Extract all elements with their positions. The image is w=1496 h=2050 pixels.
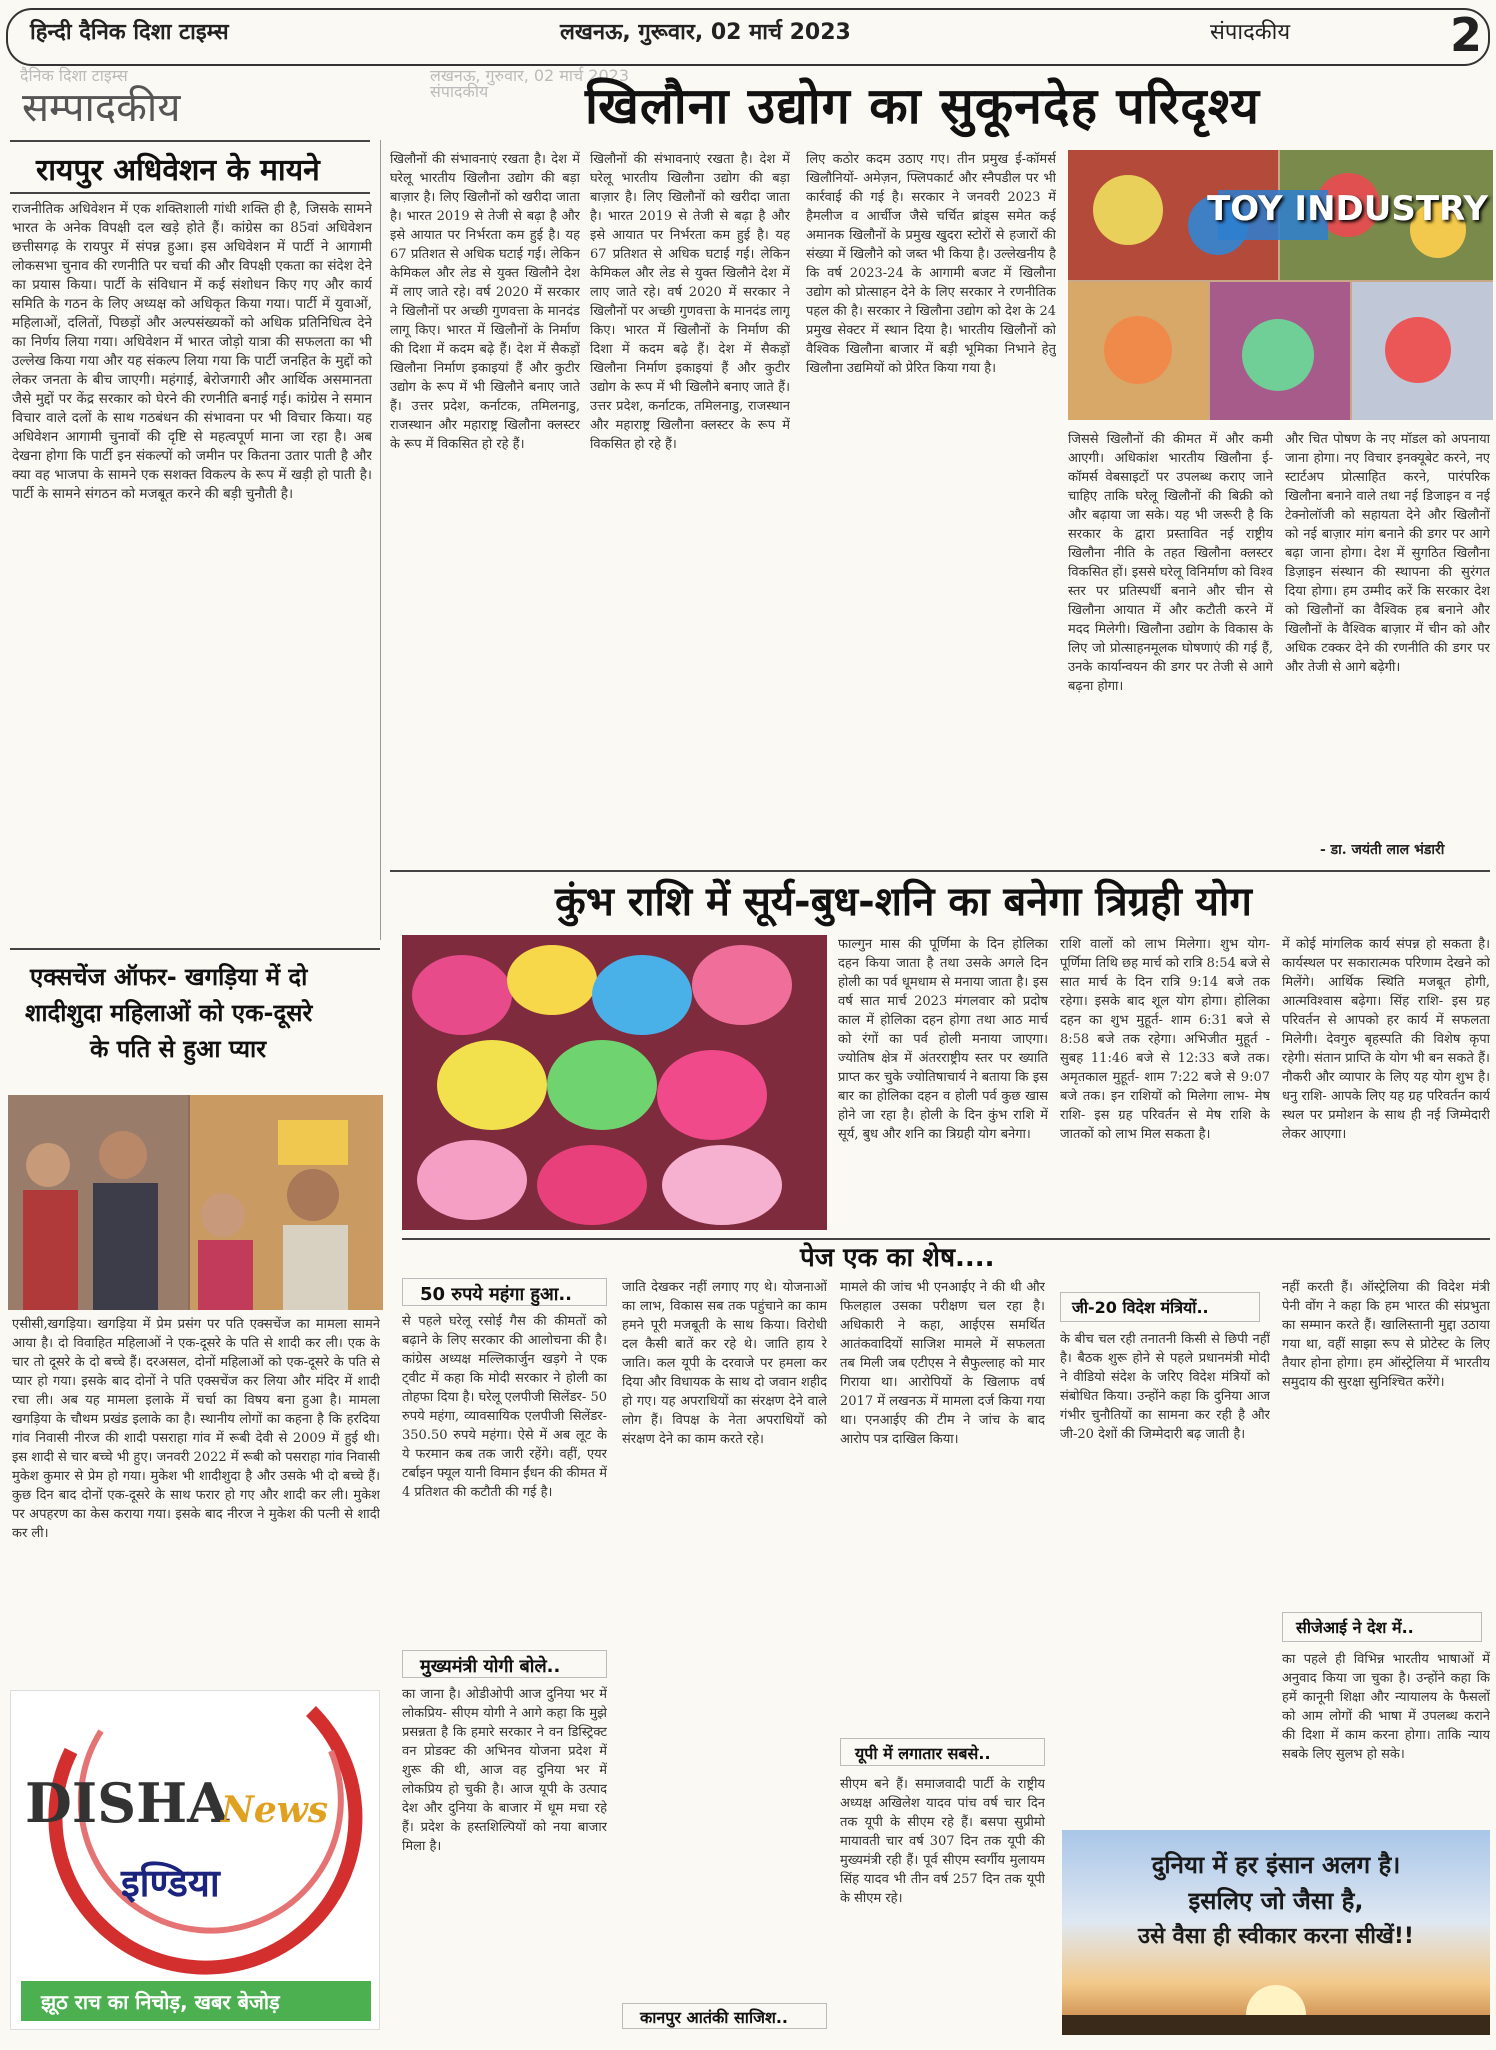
color-powder-image bbox=[402, 935, 827, 1230]
quote-line1: दुनिया में हर इंसान अलग है। bbox=[1151, 1851, 1401, 1879]
quote-line3: उसे वैसा ही स्वीकार करना सीखें!! bbox=[1138, 1924, 1414, 1949]
cont-body-lpg: से पहले घरेलू रसोई गैस की कीमतों को बढ़ाने के लिए सरकार की आलोचना की है। कांग्रेस अध्यक्ष मल्लिकार्जुन खड़गे ने एक ट्वीट में कहा कि मोदी सरकार ने होली का तोहफा दिया है। घरेलू एलपीजी सिलेंडर- 50 रुपये महंगा, व्यावसायिक एलपीजी सिलेंडर- 350.50 रुपये महंगा। ऐसे में अब लूट के ये फरमान कब तक जारी रहेंगे। वहीं, एयर टर्बाइन फ्यूल यानी विमान ईंधन की कीमत में 4 प्रतिशत की कटौती की गई है। bbox=[402, 1314, 607, 1500]
exchange-headline-line3: के पति से हुआ प्यार bbox=[90, 1035, 267, 1063]
color-powder-graphic bbox=[402, 935, 827, 1230]
yog-col-0: फाल्गुन मास की पूर्णिमा के दिन होलिका दहन किया जाता है तथा उसके अगले दिन होली का पर्व धूमधाम से मनाया जाता है। इस वर्ष सात मार्च 2023 मंगलवार को प्रदोष काल में होलिका दहन होगा तथा आठ मार्च को रंगों का पर्व होली मनाया जाएगा। ज्योतिष क्षेत्र में अंतरराष्ट्रीय स्तर पर ख्याति प्राप्त कर चुके ज्योतिषाचार्य ने बताया कि इस बार का होलिका दहन व होली पर्व कुछ खास होने जा रहा है। होली के दिन कुंभ राशि में सूर्य, बुध और शनि का त्रिग्रही योग बनेगा। bbox=[838, 937, 1048, 1142]
divider bbox=[10, 140, 370, 142]
quote-line2: इसलिए जो जैसा है, bbox=[1188, 1887, 1364, 1915]
divider bbox=[10, 948, 380, 950]
toy-image bbox=[1068, 150, 1493, 420]
toy-col-0: खिलौनों की संभावनाएं रखता है। देश में घरेलू भारतीय खिलौना उद्योग की बड़ा बाज़ार है। लिए खिलौनों को खरीदा जाता है। भारत 2019 से तेजी से बढ़ा है और इसे आयात पर निर्भरता कम हुई है। यह 67 प्रतिशत से अधिक घटाई गई। लेकिन केमिकल और लेड से युक्त खिलौने देश में लाए जाते रहे। वर्ष 2020 में सरकार ने खिलौनों पर अच्छी गुणवत्ता के मानदंड लागू किए। भारत में खिलौनों के निर्माण की दिशा में कदम बढ़े हैं। देश में सैकड़ों खिलौना निर्माण इकाइयां हैं और कुटीर उद्योग के रूप में भी खिलौने बनाए जाते हैं। उत्तर प्रदेश, कर्नाटक, तमिलनाडु, राजस्थान और महाराष्ट्र खिलौना क्लस्टर के रूप में विकसित हो रहे हैं। bbox=[390, 152, 580, 452]
toy-headline: खिलौना उद्योग का सुकूनदेह परिदृश्य bbox=[585, 77, 1261, 135]
logo-word-news: News bbox=[221, 1789, 329, 1831]
yog-col-2: में कोई मांगलिक कार्य संपन्न हो सकता है। कार्यस्थल पर सकारात्मक परिणाम देखने को मिलेंगे। आर्थिक स्थिति मजबूत होगी, आत्मविश्वास बढ़ेगा। सिंह राशि- इस ग्रह परिवर्तन से आपको हर कार्य में सफलता मिलेगी। देवगुरु बृहस्पति की विशेष कृपा रहेगी। संतान प्राप्ति के योग भी बन सकते हैं। नौकरी और व्यापार के लिए यह योग शुभ है। धनु राशि- आपके लिए यह ग्रह परिवर्तन कार्य स्थल पर प्रमोशन के साथ ही नई जिम्मेदारी लेकर आएगा। bbox=[1282, 937, 1490, 1142]
column-divider bbox=[380, 140, 381, 940]
paper-name: हिन्दी दैनिक दिशा टाइम्स bbox=[30, 20, 229, 45]
toy-byline: - डा. जयंती लाल भंडारी bbox=[1320, 842, 1445, 858]
section-title: सम्पादकीय bbox=[22, 85, 181, 131]
continued-header: पेज एक का शेष.... bbox=[800, 1243, 995, 1273]
cont-body-yogi: का जाना है। ओडीओपी आज दुनिया भर में लोकप्रिय- सीएम योगी ने आगे कहा कि मुझे प्रसन्नता है कि हमारे सरकार ने वन डिस्ट्रिक्ट वन प्रोडक्ट की अभिनव योजना प्रदेश में शुरू की थी, आज वह दुनिया भर में लोकप्रिय हो चुकी है। आज यूपी के उत्पाद देश और दुनिया के बाजार में धूम मचा रहे हैं। प्रदेश के हस्तशिल्पियों को नया बाजार मिला है। bbox=[402, 1687, 607, 1854]
toy-col-4: और चित पोषण के नए मॉडल को अपनाया जाना होगा। नए विचार इनक्यूबेट करने, नए स्टार्टअप प्रोत्साहित करने, पारंपरिक खिलौना बनाने वाले तथा नई डिजाइन व नई टेक्नोलॉजी को सहायता देने और खिलौनों को नई बाज़ार मांग बनाने की डगर पर आगे बढ़ा जाना होगा। देश में सुगठित खिलौना डिज़ाइन संस्थान की स्थापना की सुरंगत दिया होगा। हम उम्मीद करें कि सरकार देश को खिलौनों का वैश्विक हब बनाने और खिलौनों के वैश्विक बाज़ार में चीन को और अधिक टक्कर देने की रणनीति की डगर पर और तेजी से आगे बढ़ेगी। bbox=[1285, 432, 1490, 675]
raipur-body: राजनीतिक अधिवेशन में एक शक्तिशाली गांधी शक्ति ही है, जिसके सामने भारत के अनेक विपक्षी दल खड़े होते हैं। कांग्रेस का 85वां अधिवेशन छत्तीसगढ़ के रायपुर में संपन्न हुआ। इस अधिवेशन में पार्टी ने आगामी लोकसभा चुनाव की रणनीति पर चर्चा की और विपक्षी एकता का संदेश देने का प्रयास किया। पार्टी के संविधान में कई संशोधन किए गए और कार्य समिति के गठन के लिए अध्यक्ष को अधिकृत किया गया। पार्टी में युवाओं, महिलाओं, दलितों, पिछड़ों और अल्पसंख्यकों को अधिक प्रतिनिधित्व देने का निर्णय लिया गया। अधिवेशन में भारत जोड़ो यात्रा की सफलता का भी उल्लेख किया गया और यह संकल्प लिया गया कि पार्टी जनहित के मुद्दों को लेकर जनता के बीच जाएगी। महंगाई, बेरोजगारी और आर्थिक असमानता जैसे मुद्दों पर केंद्र सरकार को घेरने की रणनीति बनाई गई। कांग्रेस ने समान विचार वाले दलों के साथ गठबंधन की संभावना पर भी विचार किया। यह अधिवेशन आगामी चुनावों की दृष्टि से महत्वपूर्ण माना जा रहा है। अब देखना होगा कि पार्टी इन संकल्पों को जमीन पर कितना उतार पाती है और क्या वह भाजपा के सामने एक सशक्त विकल्प के रूप में खड़ी हो पाती है। पार्टी के सामने संगठन को मजबूत करने की बड़ी चुनौती है। bbox=[12, 201, 372, 502]
cont-body-nia: मामले की जांच भी एनआईए ने की थी और फिलहाल उसका परीक्षण चल रहा है। अधिकारी ने कहा, आईएस समर्थित आतंकवादियों साजिश मामले में सफलता तब मिली जब एटीएस ने सैफुल्लाह को मार गिराया था। आरोपियों के खिलाफ वर्ष 2017 में लखनऊ में मामला दर्ज किया गया था। एनआईए की टीम ने जांच के बाद आरोप पत्र दाखिल किया। bbox=[840, 1280, 1045, 1447]
couple-photo-graphic bbox=[8, 1095, 383, 1310]
toy-col-2: लिए कठोर कदम उठाए गए। तीन प्रमुख ई-कॉमर्स खिलौनियों- अमेज़न, फ्लिपकार्ट और स्नैपडील पर भी कार्रवाई की गई है। सरकार ने जनवरी 2023 में हैमलीज व आर्चीज जैसे चर्चित ब्रांड्स समेत कई अमानक खिलौनों के प्रमुख खुदरा स्टोरों से हजारों की संख्या में खिलौने को जब्त भी किया है। उल्लेखनीय है कि वर्ष 2023-24 के आगामी बजट में खिलौना उद्योग को प्रोत्साहन देने के लिए सरकार ने रणनीतिक पहल की है। सरकार ने खिलौना उद्योग को देश के 24 प्रमुख सेक्टर में स्थान दिया है। भारतीय खिलौनों को वैश्विक खिलौना बाजार में बड़ी भूमिका निभाने हेतु खिलौना उद्यमियों को प्रेरित किया गया है। bbox=[806, 152, 1056, 376]
logo-word-india: इण्डिया bbox=[121, 1861, 220, 1905]
ghost-text: दैनिक दिशा टाइम्स bbox=[20, 66, 128, 85]
toy-col-1: खिलौनों की संभावनाएं रखता है। देश में घरेलू भारतीय खिलौना उद्योग की बड़ा बाज़ार है। लिए खिलौनों को खरीदा जाता है। भारत 2019 से तेजी से बढ़ा है और इसे आयात पर निर्भरता कम हुई है। यह 67 प्रतिशत से अधिक घटाई गई। लेकिन केमिकल और लेड से युक्त खिलौने देश में लाए जाते रहे। वर्ष 2020 में सरकार ने खिलौनों पर अच्छी गुणवत्ता के मानदंड लागू किए। भारत में खिलौनों के निर्माण की दिशा में कदम बढ़े हैं। देश में सैकड़ों खिलौना निर्माण इकाइयां हैं और कुटीर उद्योग के रूप में भी खिलौने बनाए जाते हैं। उत्तर प्रदेश, कर्नाटक, तमिलनाडु, राजस्थान और महाराष्ट्र खिलौना क्लस्टर के रूप में विकसित हो रहे हैं। bbox=[590, 152, 790, 452]
couple-photo bbox=[8, 1095, 383, 1310]
cont-body-australia: नहीं करती हैं। ऑस्ट्रेलिया की विदेश मंत्री पेनी वोंग ने कहा कि हम भारत की संप्रभुता का सम्मान करते हैं। खालिस्तानी मुद्दा उठाया गया था, वहीं साझा रूप से प्रोटेस्ट के लिए तैयार होना होगा। हम ऑस्ट्रेलिया में भारतीय समुदाय की सुरक्षा सुनिश्चित करेंगे। bbox=[1282, 1280, 1490, 1390]
toy-col-3: जिससे खिलौनों की कीमत में और कमी आएगी। अधिकांश भारतीय खिलौना ई-कॉमर्स वेबसाइटों पर उपलब्ध कराए जाने चाहिए ताकि घरेलू खिलौनों की बिक्री को और बढ़ाया जा सके। यह भी जरूरी है कि सरकार के द्वारा प्रस्तावित नई राष्ट्रीय खिलौना नीति के तहत खिलौना क्लस्टर विकसित हों। इससे घरेलू विनिर्माण को विश्व स्तर पर प्रतिस्पर्धी बनाने और चीन से खिलौना आयात में और कटौती करने में मदद मिलेगी। खिलौना उद्योग के विकास के लिए जो प्रोत्साहनमूलक घोषणाएं की गई हैं, उनके कार्यान्वयन की डगर पर तेजी से आगे बढ़ना होगा। bbox=[1068, 432, 1273, 694]
cont-heading-lpg: 50 रुपये महंगा हुआ.. bbox=[420, 1284, 573, 1305]
quote-box bbox=[1062, 1830, 1490, 2035]
disha-news-logo bbox=[10, 1690, 380, 2030]
ghost-text: संपादकीय bbox=[430, 82, 489, 101]
yog-col-1: राशि वालों को लाभ मिलेगा। शुभ योग- पूर्णिमा तिथि छह मार्च को रात्रि 8:54 बजे से सात मार्च के दिन रात्रि 9:14 बजे तक रहेगा। इसके बाद शूल योग होगा। होलिका दहन का शुभ मुहूर्त- शाम 6:31 बजे से 8:58 बजे तक रहेगा। अभिजीत मुहूर्त - सुबह 11:46 बजे से 12:33 बजे तक। अमृतकाल मुहूर्त- शाम 7:22 बजे से 9:07 बजे तक। इन राशियों को मिलेगा लाभ- मेष राशि- इस ग्रह परिवर्तन से मेष राशि के जातकों को लाभ मिल सकता है। bbox=[1060, 937, 1270, 1142]
yog-headline: कुंभ राशि में सूर्य-बुध-शनि का बनेगा त्रिग्रही योग bbox=[555, 879, 1252, 925]
exchange-headline-line1: एक्सचेंज ऑफर- खगड़िया में दो bbox=[30, 963, 308, 991]
divider bbox=[10, 192, 370, 194]
toy-image-label: TOY INDUSTRY bbox=[1207, 189, 1488, 229]
logo-word-disha: DISHA bbox=[25, 1771, 230, 1835]
cont-heading-up: यूपी में लगातार सबसे.. bbox=[855, 1744, 991, 1763]
raipur-headline: रायपुर अधिवेशन के मायने bbox=[36, 153, 320, 188]
page-number: 2 bbox=[1449, 8, 1482, 62]
cont-heading-kanpur: कानपुर आतंकी साजिश.. bbox=[640, 2008, 789, 2027]
exchange-headline-line2: शादीशुदा महिलाओं को एक-दूसरे bbox=[25, 999, 313, 1027]
ghost-text: लखनऊ, गुरुवार, 02 मार्च 2023 bbox=[430, 66, 630, 85]
cont-heading-g20: जी-20 विदेश मंत्रियों.. bbox=[1072, 1298, 1209, 1317]
cont-body-cji: का पहले ही विभिन्न भारतीय भाषाओं में अनुवाद किया जा चुका है। उन्होंने कहा कि हमें कानूनी शिक्षा और न्यायालय के फैसलों को आम लोगों की भाषा में उपलब्ध कराने की दिशा में काम करना होगा। ताकि न्याय सबके लिए सुलभ हो सके। bbox=[1282, 1652, 1490, 1762]
logo-tagline: झूठ राच का निचोड़, खबर बेजोड़ bbox=[41, 1990, 280, 2014]
dateline: लखनऊ, गुरूवार, 02 मार्च 2023 bbox=[560, 20, 851, 45]
section-label: संपादकीय bbox=[1210, 20, 1291, 45]
cont-body-g20: के बीच चल रही तनातनी किसी से छिपी नहीं है। बैठक शुरू होने से पहले प्रधानमंत्री मोदी ने वीडियो संदेश के जरिए विदेश मंत्रियों को संबोधित किया। उन्होंने कहा कि दुनिया आज गंभीर चुनौतियों का सामना कर रही है और जी-20 देशों की जिम्मेदारी बढ़ जाती है। bbox=[1060, 1332, 1270, 1442]
exchange-body: एसीसी,खगड़िया। खगड़िया में प्रेम प्रसंग पर पति एक्सचेंज का मामला सामने आया है। दो विवाहित महिलाओं ने एक-दूसरे के पति से शादी कर ली। एक के चार तो दूसरे के दो बच्चे हैं। दरअसल, दोनों महिलाओं को एक-दूसरे के पति से प्यार हो गया। इसके बाद दोनों ने पति एक्सचेंज कर लिया और मंदिर में शादी रचा ली। अब यह मामला इलाके में चर्चा का विषय बना हुआ है। मामला खगड़िया के चौथम प्रखंड इलाके का है। स्थानीय लोगों का कहना है कि हरदिया गांव निवासी नीरज की शादी पसराहा गांव में रूबी देवी से 2009 में हुई थी। इस शादी से चार बच्चे भी हुए। जनवरी 2022 में रूबी को पसराहा गांव निवासी मुकेश कुमार से प्रेम हो गया। मुकेश भी शादीशुदा है और उसके भी दो बच्चे हैं। कुछ दिन बाद दोनों एक-दूसरे के साथ फरार हो गए और शादी कर ली। मुकेश पर अपहरण का केस कराया गया। इसके बाद नीरज ने मुकेश की पत्नी से शादी कर ली। bbox=[12, 1317, 380, 1540]
cont-heading-cji: सीजेआई ने देश में.. bbox=[1296, 1618, 1414, 1637]
cont-heading-yogi: मुख्यमंत्री योगी बोले.. bbox=[420, 1656, 561, 1677]
cont-body-caste: जाति देखकर नहीं लगाए गए थे। योजनाओं का लाभ, विकास सब तक पहुंचाने का काम हमने पूरी मजबूती के साथ किया। विरोधी दल कैसी बातें कर रहे थे। जाति हाय रे जाति। कल यूपी के दरवाजे पर हमला कर दिया और विधायक के साथ दो जवान शहीद हो गए। यह अपराधियों का संरक्षण देने वाले लोग हैं। विपक्ष के नेता अपराधियों को संरक्षण देने का काम करते रहे। bbox=[622, 1280, 827, 1447]
cont-body-up: सीएम बने हैं। समाजवादी पार्टी के राष्ट्रीय अध्यक्ष अखिलेश यादव पांच वर्ष चार दिन तक यूपी के सीएम रहे हैं। बसपा सुप्रीमो मायावती चार वर्ष 307 दिन तक यूपी की मुख्यमंत्री रही हैं। पूर्व सीएम स्वर्गीय मुलायम सिंह यादव भी तीन वर्ष 257 दिन तक यूपी के सीएम रहे। bbox=[840, 1777, 1045, 1906]
